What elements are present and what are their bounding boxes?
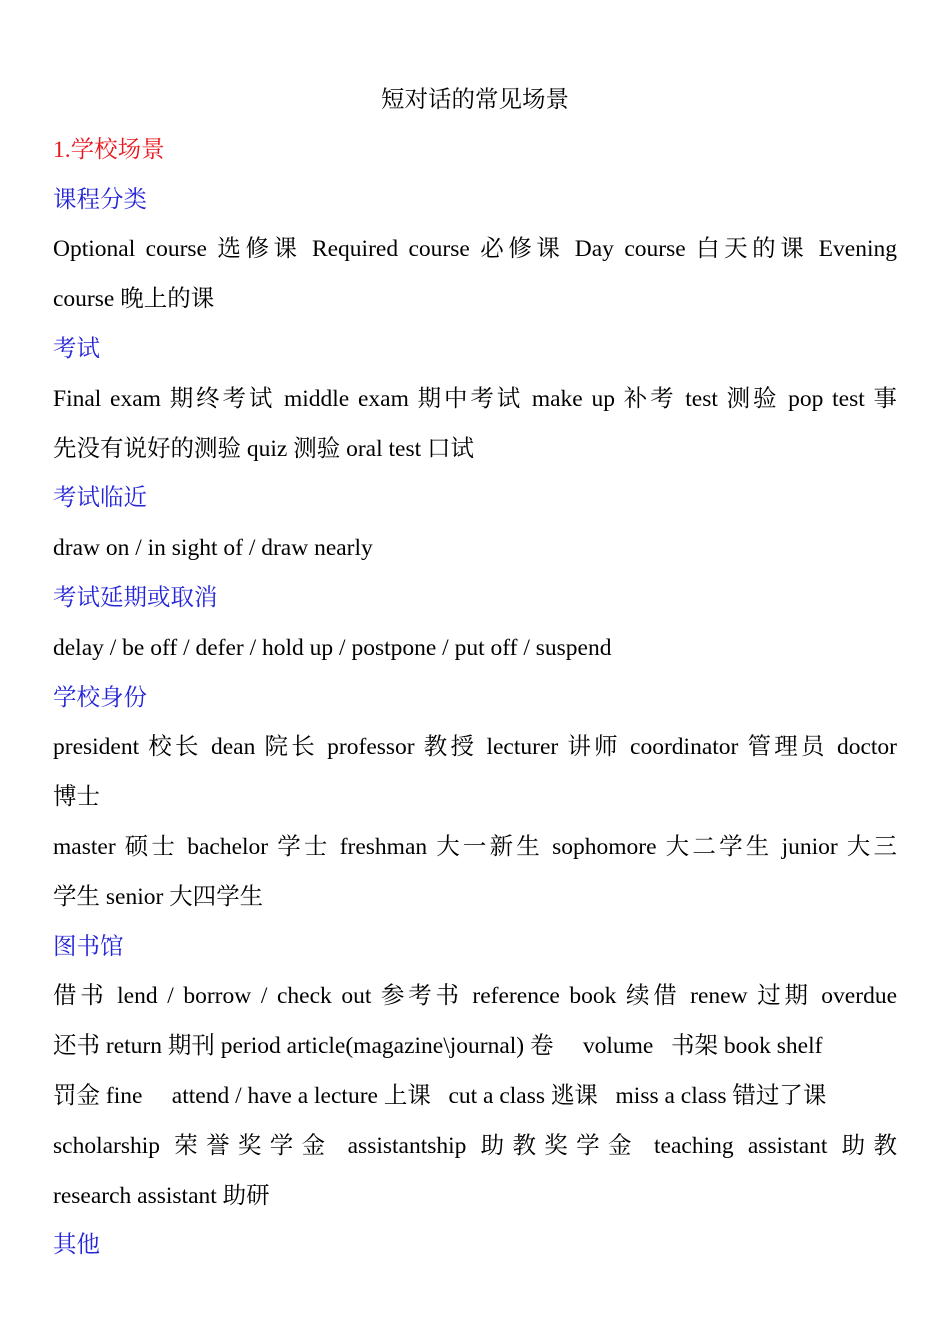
identity-line-3: master 硕士 bachelor 学士 freshman 大一新生 sophomore 大二学生 junior 大三 bbox=[53, 833, 897, 860]
identity-line-2: 博士 bbox=[53, 784, 100, 811]
subheading-library: 图书馆 bbox=[53, 933, 124, 960]
subheading-course: 课程分类 bbox=[53, 186, 147, 213]
library-line-4: scholarship 荣誉奖学金 assistantship 助教奖学金 teaching assistant 助教 bbox=[53, 1132, 897, 1159]
course-line-1: Optional course 选修课 Required course 必修课 Day course 白天的课 Evening bbox=[53, 236, 897, 263]
document-title: 短对话的常见场景 bbox=[381, 87, 569, 113]
exam-line-1: Final exam 期终考试 middle exam 期中考试 make up 补考 test 测验 pop test 事 bbox=[53, 385, 897, 412]
exam-delay-line-1: delay / be off / defer / hold up / postpone / put off / suspend bbox=[53, 634, 612, 661]
subheading-identity: 学校身份 bbox=[53, 684, 147, 711]
section-heading-school: 1.学校场景 bbox=[53, 136, 165, 163]
library-line-2: 还书 return 期刊 period article(magazine\journal) 卷 volume 书架 book shelf bbox=[53, 1033, 823, 1060]
subheading-exam-delay: 考试延期或取消 bbox=[53, 584, 218, 611]
subheading-other: 其他 bbox=[53, 1232, 100, 1259]
identity-line-1: president 校长 dean 院长 professor 教授 lecturer 讲师 coordinator 管理员 doctor bbox=[53, 734, 897, 761]
exam-near-line-1: draw on / in sight of / draw nearly bbox=[53, 535, 373, 562]
course-line-2: course 晚上的课 bbox=[53, 286, 215, 313]
library-line-3: 罚金 fine attend / have a lecture 上课 cut a class 逃课 miss a class 错过了课 bbox=[53, 1082, 827, 1109]
library-line-1: 借书 lend / borrow / check out 参考书 reference book 续借 renew 过期 overdue bbox=[53, 983, 897, 1010]
exam-line-2: 先没有说好的测验 quiz 测验 oral test 口试 bbox=[53, 435, 475, 462]
subheading-exam-near: 考试临近 bbox=[53, 485, 147, 512]
subheading-exam: 考试 bbox=[53, 335, 100, 362]
document-page bbox=[53, 76, 897, 1271]
identity-line-4: 学生 senior 大四学生 bbox=[53, 883, 264, 910]
library-line-5: research assistant 助研 bbox=[53, 1182, 270, 1209]
